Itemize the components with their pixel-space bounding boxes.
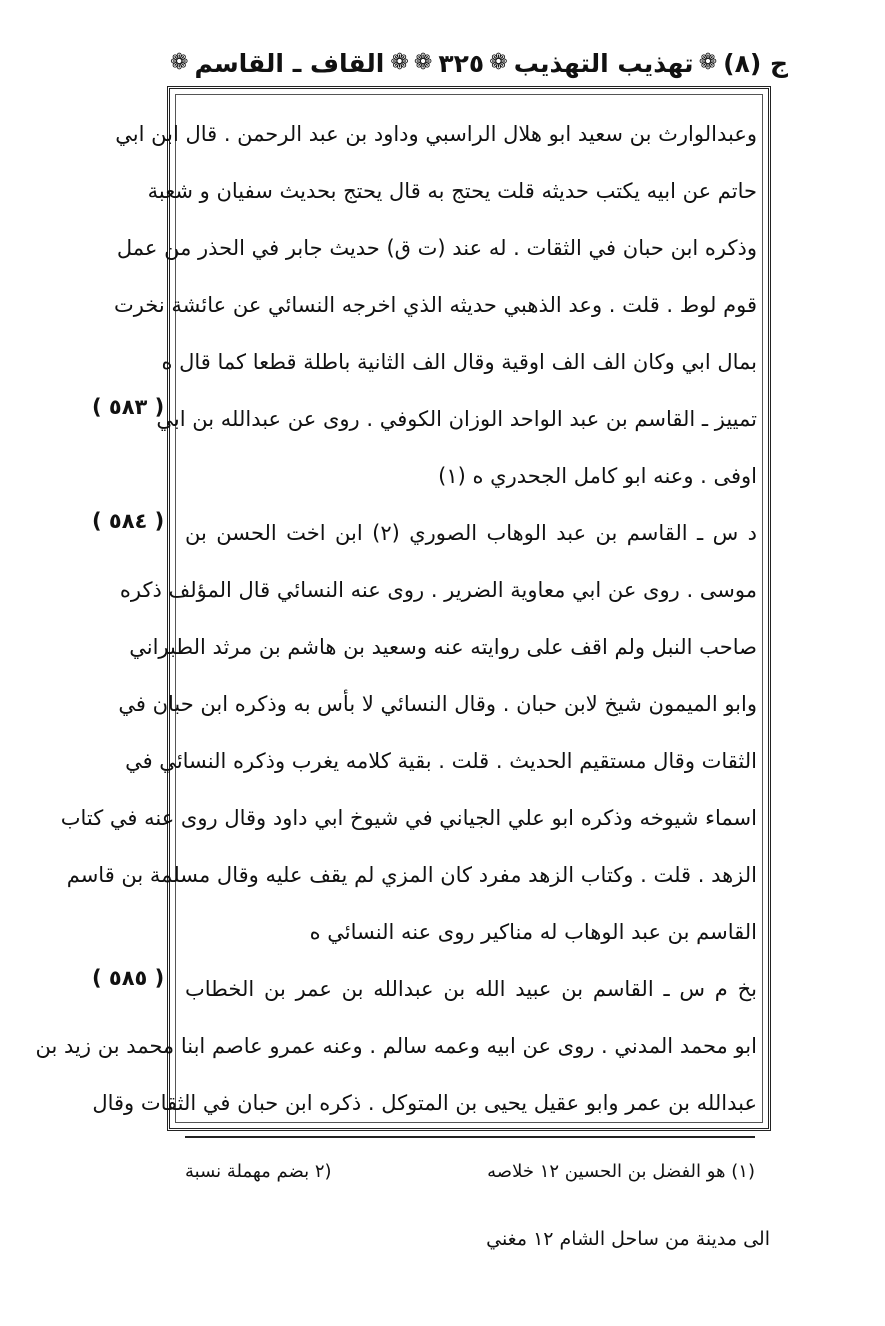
text-line: اسماء شيوخه وذكره ابو علي الجياني في شيوخ ابي داود وقال روى عنه في كتاب [60, 806, 757, 830]
text-line: موسى . روى عن ابي معاوية الضرير . روى عنه النسائي قال المؤلف ذكره [119, 578, 757, 602]
text-line: قوم لوط . قلت . وعد الذهبي حديثه الذي اخرجه النسائي عن عائشة نخرت [113, 293, 757, 317]
entry-number-584: ( ٥٨٤ ) [92, 509, 165, 533]
text-line: اوفى . وعنه ابو كامل الجحدري ه (١) [438, 464, 757, 488]
text-line: صاحب النبل ولم اقف على روايته عنه وسعيد بن هاشم بن مرثد الطبراني [129, 635, 757, 659]
footnote-1: (١) هو الفضل بن الحسين ١٢ خلاصه [487, 1160, 755, 1182]
text-line-entry-583: تمييز ـ القاسم بن عبد الواحد الوزان الكوفي . روى عن عبدالله بن ابي [156, 407, 757, 431]
ornament-icon: ❁ [390, 50, 409, 75]
header-page-seg [414, 49, 484, 78]
header-volume: ج (٨) [723, 48, 788, 78]
text-line: عبدالله بن عمر وابو عقيل يحيى بن المتوكل . ذكره ابن حبان في الثقات وقال [92, 1091, 757, 1115]
header-book-title: تهذيب التهذيب [513, 48, 694, 78]
page-header [170, 40, 788, 86]
entry-number-585: ( ٥٨٥ ) [92, 966, 165, 990]
text-line: الزهد . قلت . وكتاب الزهد مفرد كان المزي لم يقف عليه وقال مسلمة بن قاسم [66, 863, 757, 887]
header-page-number: ٣٢٥ [438, 48, 485, 78]
text-line: الثقات وقال مستقيم الحديث . قلت . بقية كلامه يغرب وذكره النسائي في [125, 749, 757, 773]
footnote-continuation: الى مدينة من ساحل الشام ١٢ مغني [486, 1228, 770, 1250]
header-title-seg [489, 49, 693, 78]
text-line: ابو محمد المدني . روى عن ابيه وعمه سالم . وعنه عمرو عاصم ابنا محمد بن زيد بن [35, 1034, 757, 1058]
footnote-divider [185, 1136, 755, 1138]
footnotes [185, 1146, 755, 1196]
text-line-entry-585: بخ م س ـ القاسم بن عبيد الله بن عبدالله بن عمر بن الخطاب [185, 977, 757, 1001]
header-volume-seg [699, 49, 788, 78]
header-section: القاف ـ القاسم [194, 48, 385, 78]
ornament-icon: ❁ [170, 50, 189, 75]
text-line: وعبدالوارث بن سعيد ابو هلال الراسبي وداود بن عبد الرحمن . قال ابن ابي [115, 122, 757, 146]
header-section-seg [170, 49, 409, 78]
text-line: بمال ابي وكان الف الف اوقية وقال الف الثانية باطلة قطعا كما قال ه [161, 350, 757, 374]
text-line: القاسم بن عبد الوهاب له مناكير روى عنه النسائي ه [309, 920, 757, 944]
footnote-2: (٢ بضم مهملة نسبة [185, 1160, 332, 1182]
text-line: وابو الميمون شيخ لابن حبان . وقال النسائي لا بأس به وذكره ابن حبان في [118, 692, 757, 716]
ornament-icon: ❁ [698, 50, 718, 75]
entry-number-583: ( ٥٨٣ ) [92, 395, 165, 419]
ornament-icon: ❁ [489, 50, 508, 75]
text-line: حاتم عن ابيه يكتب حديثه قلت يحتج به قال يحتج بحديث سفيان و شعبة [147, 179, 757, 203]
text-line: وذكره ابن حبان في الثقات . له عند (ت ق) حديث جابر في الحذر من عمل [116, 236, 757, 260]
text-line-entry-584: د س ـ القاسم بن عبد الوهاب الصوري (٢) ابن اخت الحسن بن [185, 521, 757, 545]
ornament-icon: ❁ [413, 50, 433, 75]
